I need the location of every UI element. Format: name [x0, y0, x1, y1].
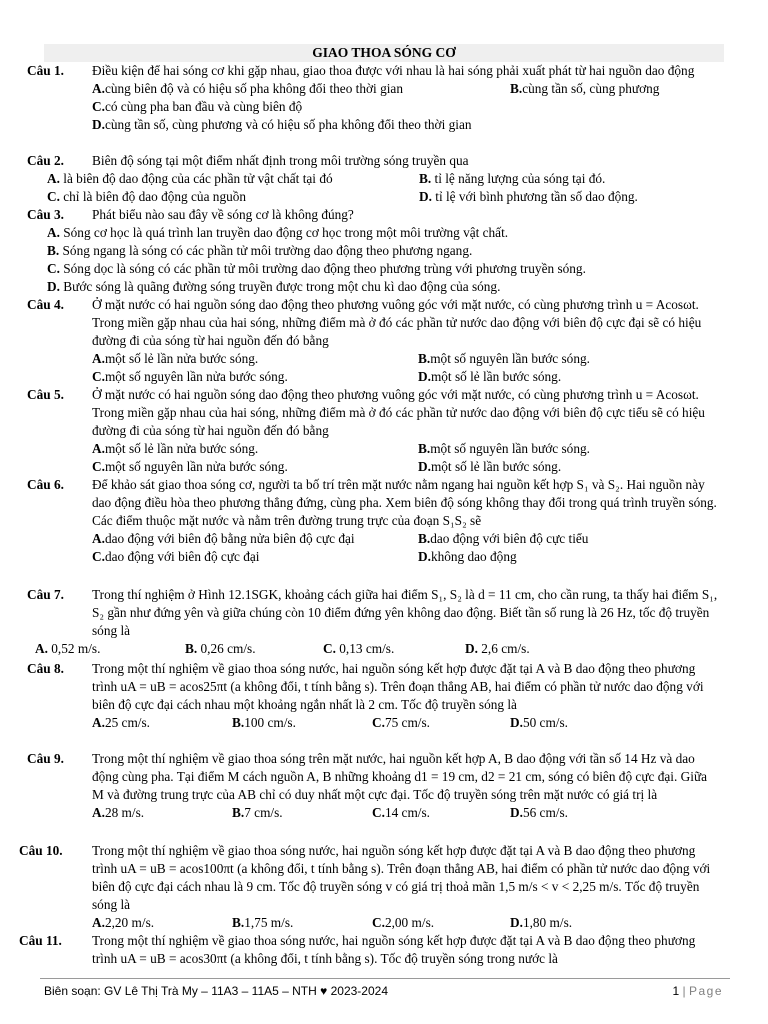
page-number: 1	[672, 984, 680, 998]
option-d[interactable]: D. 2,6 cm/s.	[465, 640, 530, 656]
option-d[interactable]: D.một số lẻ lần bước sóng.	[418, 458, 562, 474]
option-d[interactable]: D.không dao động	[418, 548, 517, 564]
question-stem: Ở mặt nước có hai nguồn sóng dao động theo phương vuông góc với mặt nước, có cùng phương trình u = Acosωt. Trong miền gặp nhau của hai sóng, những điểm mà ở đó các phần tử nước dao động với biên độ cực đại sẽ có hiệu đường đi của sóng từ hai nguồn đến đó bằng	[92, 297, 702, 348]
option-c[interactable]: C.2,00 m/s.	[372, 914, 435, 930]
question-label: Câu 1.	[27, 63, 64, 78]
question-label: Câu 5.	[27, 387, 64, 402]
option-a[interactable]: A. là biên độ dao động của các phần tử vật chất tại đó	[47, 170, 333, 186]
question-label: Câu 9.	[27, 751, 64, 766]
question-label: Câu 8.	[27, 661, 64, 676]
question-stem: Biên độ sóng tại một điểm nhất định trong môi trường sóng truyền qua	[92, 153, 469, 168]
option-b[interactable]: B.một số nguyên lần bước sóng.	[418, 440, 590, 456]
option-b[interactable]: B.1,75 m/s.	[232, 914, 294, 930]
page-word: Page	[688, 984, 723, 998]
question-label: Câu 3.	[27, 207, 64, 222]
footer-divider	[40, 978, 730, 979]
option-d[interactable]: D. tỉ lệ với bình phương tần số dao động.	[419, 188, 638, 204]
option-b[interactable]: B.cùng tần số, cùng phương	[510, 80, 660, 96]
page-separator: |	[682, 984, 686, 998]
option-c[interactable]: C.một số nguyên lần nửa bước sóng.	[92, 368, 288, 384]
question-label: Câu 2.	[27, 153, 64, 168]
option-d[interactable]: D. Bước sóng là quãng đường sóng truyền được trong một chu kì dao động của sóng.	[47, 278, 501, 294]
option-a[interactable]: A. Sóng cơ học là quá trình lan truyền dao động cơ học trong một môi trường vật chất.	[47, 224, 509, 240]
option-c[interactable]: C. Sóng dọc là sóng có các phần tử môi trường dao động theo phương trùng với phương truyền sóng.	[47, 260, 586, 276]
option-c[interactable]: C. 0,13 cm/s.	[323, 640, 395, 656]
option-c[interactable]: C. chỉ là biên độ dao động của nguồn	[47, 188, 247, 204]
option-b[interactable]: B. tỉ lệ năng lượng của sóng tại đó.	[419, 170, 606, 186]
question-3	[27, 206, 727, 295]
options	[92, 714, 722, 732]
options	[47, 224, 727, 296]
question-11	[19, 932, 727, 968]
question-7	[27, 586, 727, 658]
question-9	[27, 750, 727, 822]
option-d[interactable]: D.một số lẻ lần bước sóng.	[418, 368, 562, 384]
option-c[interactable]: C.75 cm/s.	[372, 714, 430, 730]
options	[92, 440, 722, 476]
options	[92, 80, 722, 134]
question-stem: Trong một thí nghiệm về giao thoa sóng nước, hai nguồn sóng kết hợp được đặt tại A và B dao động theo phương trình uA = uB = acos25πt (a không đổi, t tính bằng s). Trên đoạn thẳng AB, hai điểm có phần tử nước dao động với biên độ cực đại cách nhau một khoảng ngắn nhất là 2 cm. Tốc độ truyền sóng là	[92, 661, 704, 712]
options	[92, 350, 722, 386]
option-a[interactable]: A.dao động với biên độ bằng nửa biên độ cực đại	[92, 530, 355, 546]
option-a[interactable]: A.28 m/s.	[92, 804, 145, 820]
option-b[interactable]: B. 0,26 cm/s.	[185, 640, 256, 656]
question-label: Câu 6.	[27, 477, 64, 492]
question-stem: Ở mặt nước có hai nguồn sóng dao động theo phương vuông góc với mặt nước, có cùng phương trình u = Acosωt. Trong miền gặp nhau của hai sóng, những điểm mà ở đó các phần tử nước dao động với biên độ cực tiểu sẽ có hiệu đường đi của sóng từ hai nguồn đến đó bằng	[92, 387, 705, 438]
option-b[interactable]: B.dao động với biên độ cực tiểu	[418, 530, 589, 546]
option-a[interactable]: A.25 cm/s.	[92, 714, 150, 730]
option-d[interactable]: D.cùng tần số, cùng phương và có hiệu số pha không đổi theo thời gian	[92, 116, 472, 132]
option-c[interactable]: C.14 cm/s.	[372, 804, 430, 820]
options	[92, 914, 722, 932]
option-a[interactable]: A.một số lẻ lần nửa bước sóng.	[92, 350, 259, 366]
option-d[interactable]: D.50 cm/s.	[510, 714, 568, 730]
question-6	[27, 476, 727, 566]
option-d[interactable]: D.1,80 m/s.	[510, 914, 573, 930]
options	[47, 170, 727, 206]
option-a[interactable]: A.cùng biên độ và có hiệu số pha không đổi theo thời gian	[92, 80, 403, 96]
question-5	[27, 386, 727, 476]
question-stem: Trong một thí nghiệm về giao thoa sóng trên mặt nước, hai nguồn kết hợp A, B dao động với tần số 14 Hz và dao động cùng pha. Tại điểm M cách nguồn A, B những khoảng d1 = 19 cm, d2 = 21 cm, sóng có biên độ cực đại. Giữa M và đường trung trực của AB chỉ có duy nhất một cực đại. Tốc độ truyền sóng trên mặt nước có giá trị là	[92, 751, 708, 802]
document-title: GIAO THOA SÓNG CƠ	[312, 45, 456, 60]
question-stem: Trong thí nghiệm ở Hình 12.1SGK, khoảng cách giữa hai điểm S₁, S₂ là d = 11 cm, cho cần rung, ta thấy hai điểm S₁, S₂ gần như đứng yên và giữa chúng còn 10 điểm đứng yên không dao động. Biết tần số rung là 26 Hz, tốc độ truyền sóng là	[92, 587, 718, 638]
question-stem: Điều kiện để hai sóng cơ khi gặp nhau, giao thoa được với nhau là hai sóng phải xuất phát từ hai nguồn dao động	[92, 63, 695, 78]
option-a[interactable]: A.2,20 m/s.	[92, 914, 155, 930]
question-8	[27, 660, 727, 732]
option-c[interactable]: C.một số nguyên lần nửa bước sóng.	[92, 458, 288, 474]
options	[92, 530, 722, 566]
option-c[interactable]: C.dao động với biên độ cực đại	[92, 548, 260, 564]
footer-author: Biên soạn: GV Lê Thị Trà My – 11A3 – 11A5 – NTH ♥ 2023-2024	[44, 984, 388, 998]
option-b[interactable]: B.100 cm/s.	[232, 714, 296, 730]
footer-page	[672, 983, 723, 999]
option-b[interactable]: B.một số nguyên lần bước sóng.	[418, 350, 590, 366]
options	[35, 640, 715, 658]
question-label: Câu 10.	[19, 843, 63, 858]
option-c[interactable]: C.có cùng pha ban đầu và cùng biên độ	[92, 98, 303, 114]
question-stem: Để khảo sát giao thoa sóng cơ, người ta bố trí trên mặt nước nằm ngang hai nguồn kết hợp S₁ và S₂. Hai nguồn này dao động điều hòa theo phương thẳng đứng, cùng pha. Xem biên độ sóng không thay đổi trong quá trình truyền sóng. Các điểm thuộc mặt nước và nằm trên đường trung trực của đoạn S₁S₂ sẽ	[92, 477, 717, 528]
question-2	[27, 152, 727, 206]
options	[92, 804, 722, 822]
question-stem: Phát biểu nào sau đây về sóng cơ là không đúng?	[92, 207, 354, 222]
question-stem: Trong một thí nghiệm về giao thoa sóng nước, hai nguồn sóng kết hợp được đặt tại A và B dao động theo phương trình uA = uB = acos30πt (a không đổi, t tính bằng s). Tốc độ truyền sóng trong nước là	[92, 933, 696, 966]
question-10	[19, 842, 727, 932]
question-stem: Trong một thí nghiệm về giao thoa sóng nước, hai nguồn sóng kết hợp được đặt tại A và B dao động theo phương trình uA = uB = acos100πt (a không đổi, t tính bằng s). Trên đoạn thẳng AB, hai điểm có phần tử nước dao động với biên độ cực đại cách nhau là 9 cm. Tốc độ truyền sóng v có giá trị thoả mãn 1,5 m/s < v < 2,25 m/s. Tốc độ truyền sóng là	[92, 843, 711, 912]
option-a[interactable]: A. 0,52 m/s.	[35, 640, 101, 656]
option-b[interactable]: B. Sóng ngang là sóng có các phần tử môi trường dao động theo phương ngang.	[47, 242, 473, 258]
question-label: Câu 4.	[27, 297, 64, 312]
question-label: Câu 11.	[19, 933, 62, 948]
question-4	[27, 296, 727, 386]
option-d[interactable]: D.56 cm/s.	[510, 804, 568, 820]
question-1	[27, 62, 727, 134]
question-label: Câu 7.	[27, 587, 64, 602]
option-b[interactable]: B.7 cm/s.	[232, 804, 283, 820]
option-a[interactable]: A.một số lẻ lần nửa bước sóng.	[92, 440, 259, 456]
